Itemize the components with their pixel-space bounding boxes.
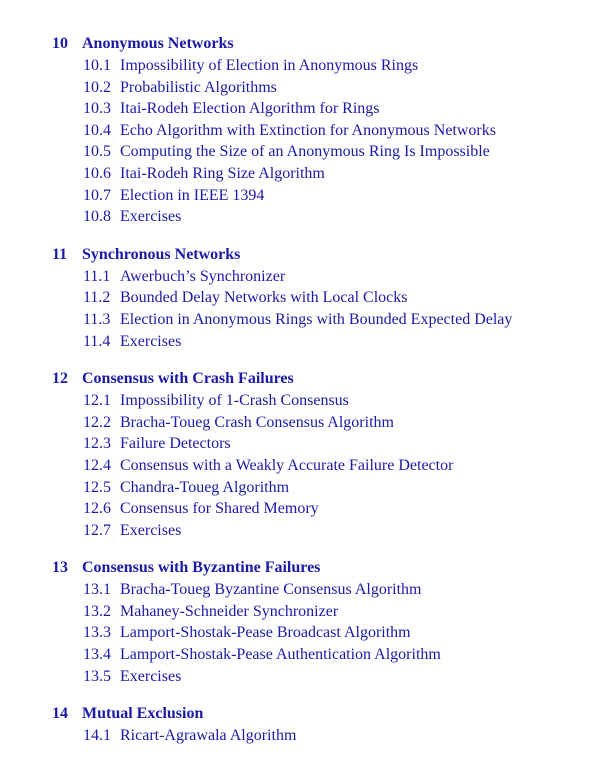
section-title: Ricart-Agrawala Algorithm	[120, 727, 297, 745]
section-number: 12.2	[83, 413, 111, 431]
section-link[interactable]	[0, 77, 612, 99]
section-title: Exercises	[120, 332, 182, 350]
section-link[interactable]	[0, 622, 612, 644]
section-number: 12.1	[83, 392, 111, 410]
chapter-title: Mutual Exclusion	[82, 705, 204, 723]
section-link[interactable]	[0, 477, 612, 499]
chapter-number: 13	[52, 559, 68, 577]
section-link[interactable]	[0, 455, 612, 477]
section-title: Consensus for Shared Memory	[120, 500, 319, 518]
chapter	[0, 557, 612, 687]
section-title: Exercises	[120, 208, 182, 226]
section-title: Awerbuch’s Synchronizer	[120, 267, 286, 285]
chapter-title: Anonymous Networks	[82, 35, 234, 52]
chapter-title: Consensus with Byzantine Failures	[82, 559, 321, 577]
section-number: 10.7	[83, 186, 111, 204]
section-title: Computing the Size of an Anonymous Ring Is Impossible	[120, 143, 490, 161]
chapter-number: 12	[52, 370, 68, 388]
section-title: Bounded Delay Networks with Local Clocks	[120, 289, 408, 307]
chapter	[0, 703, 612, 747]
section-link[interactable]	[0, 520, 612, 542]
section-number: 13.5	[83, 667, 111, 685]
section-number: 12.4	[83, 456, 111, 474]
section-number: 10.3	[83, 100, 111, 118]
section-title: Impossibility of 1-Crash Consensus	[120, 392, 349, 410]
section-link[interactable]	[0, 141, 612, 163]
section-number: 10.4	[83, 121, 111, 139]
section-number: 13.3	[83, 624, 111, 642]
section-title: Failure Detectors	[120, 435, 231, 453]
chapter-heading-link[interactable]	[0, 244, 612, 266]
section-title: Election in IEEE 1394	[120, 186, 265, 204]
chapter-heading-link[interactable]	[0, 557, 612, 579]
section-link[interactable]	[0, 644, 612, 666]
section-title: Itai-Rodeh Election Algorithm for Rings	[120, 100, 380, 118]
section-number: 10.8	[83, 208, 111, 226]
section-title: Exercises	[120, 521, 182, 539]
section-number: 12.7	[83, 521, 111, 539]
section-number: 11.1	[83, 267, 111, 285]
section-title: Consensus with a Weakly Accurate Failure Detector	[120, 456, 454, 474]
section-number: 11.4	[83, 332, 111, 350]
section-link[interactable]	[0, 725, 612, 747]
section-link[interactable]	[0, 412, 612, 434]
section-title: Impossibility of Election in Anonymous Rings	[120, 57, 419, 74]
chapter-title: Synchronous Networks	[82, 245, 241, 263]
section-link[interactable]	[0, 331, 612, 353]
chapter	[0, 244, 612, 352]
section-title: Bracha-Toueg Byzantine Consensus Algorithm	[120, 581, 422, 599]
section-number: 13.1	[83, 581, 111, 599]
section-link[interactable]	[0, 98, 612, 120]
chapter-heading-link[interactable]	[0, 703, 612, 725]
section-title: Echo Algorithm with Extinction for Anonymous Networks	[120, 121, 496, 139]
chapter-number: 10	[52, 35, 68, 52]
section-title: Chandra-Toueg Algorithm	[120, 478, 290, 496]
section-link[interactable]	[0, 185, 612, 207]
section-title: Itai-Rodeh Ring Size Algorithm	[120, 164, 325, 182]
section-number: 10.6	[83, 164, 111, 182]
section-title: Mahaney-Schneider Synchronizer	[120, 602, 339, 620]
section-number: 14.1	[83, 727, 111, 745]
section-link[interactable]	[0, 55, 612, 77]
section-link[interactable]	[0, 120, 612, 142]
chapter	[0, 368, 612, 541]
section-link[interactable]	[0, 287, 612, 309]
section-title: Election in Anonymous Rings with Bounded Expected Delay	[120, 310, 513, 328]
section-number: 10.5	[83, 143, 111, 161]
section-link[interactable]	[0, 206, 612, 228]
section-link[interactable]	[0, 266, 612, 288]
chapter-number: 14	[52, 705, 68, 723]
chapter-number: 11	[52, 245, 68, 263]
section-number: 10.1	[83, 57, 111, 74]
section-title: Exercises	[120, 667, 182, 685]
section-link[interactable]	[0, 309, 612, 331]
section-link[interactable]	[0, 390, 612, 412]
section-title: Lamport-Shostak-Pease Broadcast Algorithm	[120, 624, 411, 642]
chapter-title: Consensus with Crash Failures	[82, 370, 294, 388]
section-number: 11.3	[83, 310, 111, 328]
table-of-contents	[0, 33, 612, 763]
section-link[interactable]	[0, 498, 612, 520]
chapter-heading-link[interactable]	[0, 368, 612, 390]
section-link[interactable]	[0, 433, 612, 455]
section-number: 10.2	[83, 78, 111, 96]
section-number: 12.6	[83, 500, 111, 518]
section-number: 12.3	[83, 435, 111, 453]
section-number: 13.2	[83, 602, 111, 620]
section-link[interactable]	[0, 666, 612, 688]
section-title: Lamport-Shostak-Pease Authentication Algorithm	[120, 646, 441, 664]
section-title: Probabilistic Algorithms	[120, 78, 277, 96]
chapter	[0, 33, 612, 228]
chapter-heading-link[interactable]	[0, 33, 612, 55]
section-link[interactable]	[0, 601, 612, 623]
section-number: 12.5	[83, 478, 111, 496]
section-title: Bracha-Toueg Crash Consensus Algorithm	[120, 413, 394, 431]
section-number: 13.4	[83, 646, 111, 664]
section-link[interactable]	[0, 163, 612, 185]
section-link[interactable]	[0, 579, 612, 601]
section-number: 11.2	[83, 289, 111, 307]
